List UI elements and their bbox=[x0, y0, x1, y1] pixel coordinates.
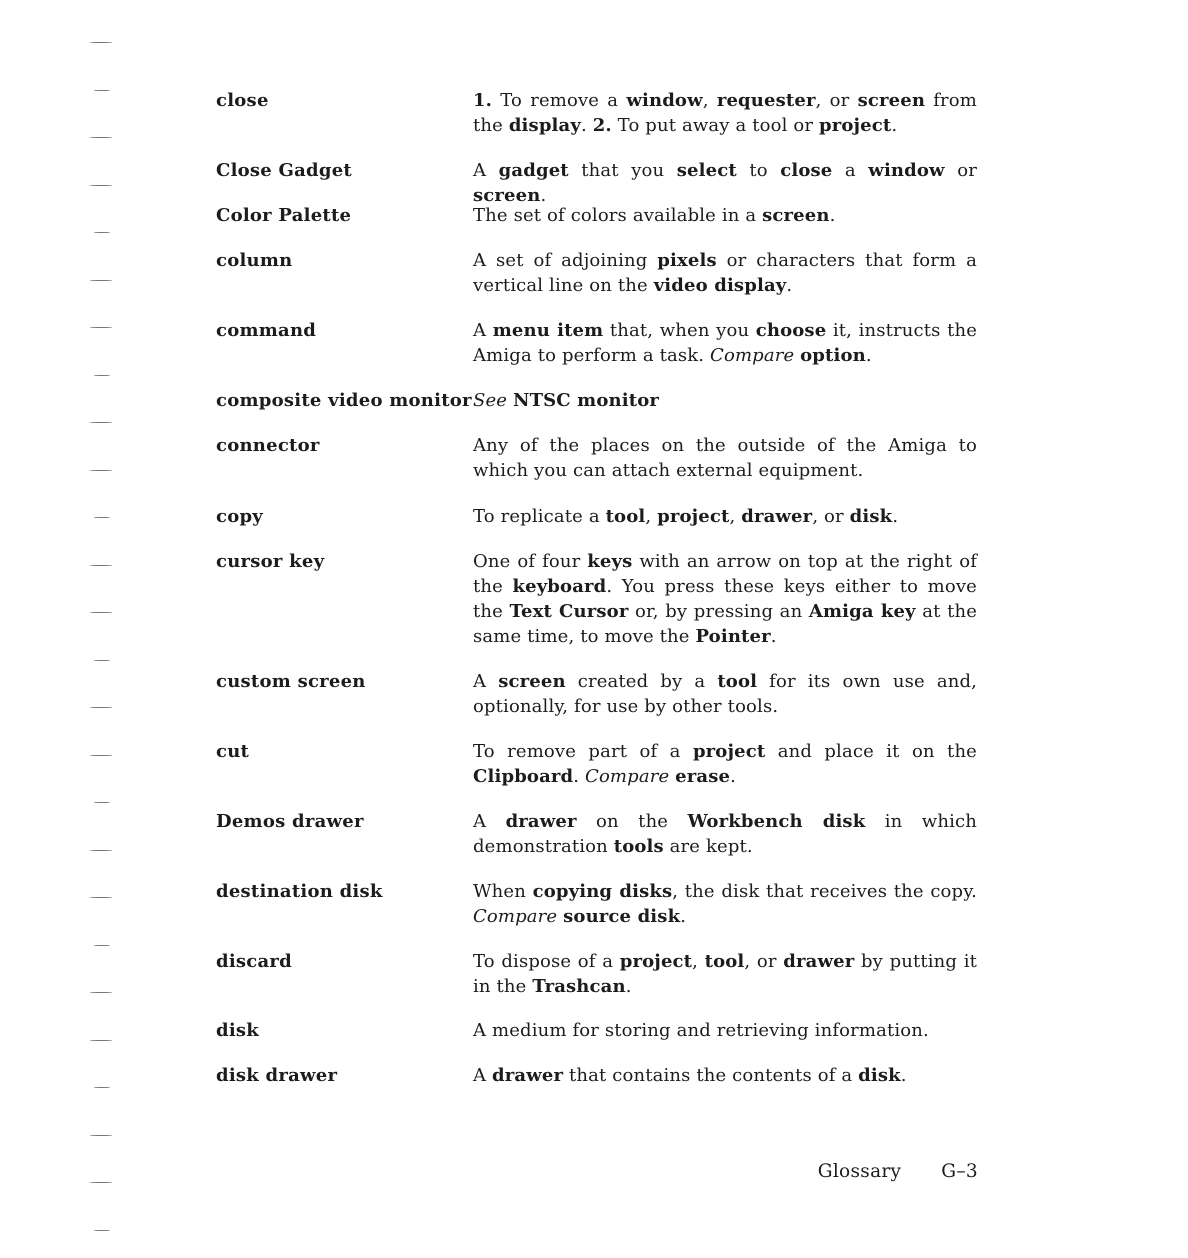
definition-text: or, by pressing an bbox=[628, 601, 809, 622]
definition-text: are kept. bbox=[663, 836, 753, 857]
glossary-term: cursor key bbox=[216, 551, 325, 572]
definition-text: . You press these keys either to move the bbox=[473, 576, 977, 622]
definition-text: a bbox=[832, 160, 869, 181]
binding-edge-mark bbox=[90, 707, 112, 708]
definition-text: or bbox=[944, 160, 977, 181]
definition-text: . bbox=[625, 976, 632, 997]
definition-text: . bbox=[829, 205, 836, 226]
binding-edge-mark bbox=[90, 612, 112, 613]
glossary-term-reference: tool bbox=[704, 951, 745, 972]
definition-text: that you bbox=[568, 160, 677, 181]
glossary-entry bbox=[216, 879, 977, 929]
glossary-definition bbox=[473, 739, 977, 789]
definition-text: created by a bbox=[565, 671, 718, 692]
glossary-definition bbox=[473, 158, 977, 208]
definition-text: . bbox=[786, 275, 793, 296]
glossary-term: Close Gadget bbox=[216, 160, 352, 181]
binding-edge-mark bbox=[94, 517, 110, 518]
glossary-term-reference: window bbox=[868, 160, 945, 181]
binding-edge-mark bbox=[94, 1087, 110, 1088]
binding-edge-mark bbox=[90, 185, 112, 186]
binding-edge-mark bbox=[90, 42, 112, 43]
definition-text: by putting it in the bbox=[473, 951, 978, 997]
glossary-definition bbox=[473, 248, 977, 298]
glossary-definition bbox=[473, 809, 977, 859]
glossary-entry bbox=[216, 549, 977, 649]
glossary-term-reference: drawer bbox=[492, 1065, 564, 1086]
glossary-definition bbox=[473, 549, 977, 649]
page-footer bbox=[818, 1161, 978, 1182]
binding-edge-mark bbox=[94, 1230, 110, 1231]
glossary-term-reference: project bbox=[657, 506, 730, 527]
glossary-term-reference: tools bbox=[613, 836, 664, 857]
binding-edge-mark bbox=[94, 375, 110, 376]
glossary-term-reference: disk bbox=[849, 506, 893, 527]
glossary-term-reference: NTSC monitor bbox=[512, 390, 659, 411]
glossary-term-reference: source disk bbox=[563, 906, 681, 927]
glossary-term-reference: Amiga key bbox=[808, 601, 916, 622]
binding-edge-mark bbox=[90, 850, 112, 851]
glossary-term-reference: drawer bbox=[783, 951, 855, 972]
glossary-term-reference: menu item bbox=[492, 320, 604, 341]
glossary-entry bbox=[216, 388, 977, 413]
glossary-entry bbox=[216, 1063, 977, 1088]
definition-text: Any of the places on the outside of the Amiga to which you can attach external equipment. bbox=[473, 435, 977, 481]
binding-edge-mark bbox=[90, 1040, 112, 1041]
glossary-entry bbox=[216, 1018, 977, 1043]
definition-text: on the bbox=[576, 811, 688, 832]
glossary-term-reference: keyboard bbox=[512, 576, 607, 597]
glossary-term-reference: window bbox=[626, 90, 703, 111]
glossary-definition bbox=[473, 1063, 977, 1088]
glossary-term-reference: copying disks bbox=[532, 881, 673, 902]
definition-text: . bbox=[580, 115, 593, 136]
binding-edge-mark bbox=[90, 565, 112, 566]
binding-edge-mark bbox=[90, 1182, 112, 1183]
glossary-term-reference: project bbox=[619, 951, 693, 972]
glossary-term-reference: erase bbox=[675, 766, 731, 787]
glossary-term-reference: close bbox=[780, 160, 833, 181]
glossary-term: disk bbox=[216, 1020, 260, 1041]
definition-text: . bbox=[900, 1065, 907, 1086]
glossary-term-reference: Clipboard bbox=[473, 766, 574, 787]
definition-text: to bbox=[736, 160, 781, 181]
glossary-term: Demos drawer bbox=[216, 811, 364, 832]
emphasis-text: See bbox=[473, 390, 508, 411]
glossary-term: copy bbox=[216, 506, 264, 527]
glossary-term: discard bbox=[216, 951, 292, 972]
definition-text: A bbox=[473, 1065, 493, 1086]
definition-text: A medium for storing and retrieving information. bbox=[473, 1020, 929, 1041]
definition-text: . bbox=[865, 345, 872, 366]
glossary-definition bbox=[473, 879, 977, 929]
definition-text: . bbox=[770, 626, 777, 647]
glossary-entry bbox=[216, 504, 977, 529]
definition-text: from the bbox=[473, 90, 978, 136]
definition-text: that contains the contents of a bbox=[563, 1065, 859, 1086]
binding-edge-mark bbox=[94, 90, 110, 91]
glossary-term: connector bbox=[216, 435, 320, 456]
glossary-term-reference: option bbox=[800, 345, 866, 366]
emphasis-text: Compare bbox=[473, 906, 558, 927]
glossary-term-reference: display bbox=[508, 115, 581, 136]
definition-text: To replicate a bbox=[473, 506, 606, 527]
glossary-entry bbox=[216, 158, 977, 208]
glossary-entry bbox=[216, 949, 977, 999]
glossary-term-reference: requester bbox=[716, 90, 816, 111]
glossary-term-reference: video display bbox=[653, 275, 787, 296]
glossary-term: custom screen bbox=[216, 671, 366, 692]
glossary-term-reference: 1. bbox=[473, 90, 493, 111]
glossary-definition bbox=[473, 949, 977, 999]
definition-text: , bbox=[692, 951, 705, 972]
glossary-term-reference: Pointer bbox=[695, 626, 771, 647]
definition-text: that, when you bbox=[603, 320, 756, 341]
binding-edge-mark bbox=[90, 137, 112, 138]
definition-text: . bbox=[730, 766, 736, 787]
page-number: G–3 bbox=[941, 1161, 978, 1182]
definition-text: A set of adjoining bbox=[473, 250, 658, 271]
glossary-definition bbox=[473, 433, 977, 483]
glossary-term-reference: screen bbox=[473, 185, 541, 206]
glossary-term-reference: Text Cursor bbox=[509, 601, 629, 622]
glossary-entry bbox=[216, 809, 977, 859]
binding-edge-mark bbox=[94, 232, 110, 233]
glossary-term-reference: pixels bbox=[657, 250, 717, 271]
definition-text: . bbox=[892, 506, 899, 527]
footer-section-title: Glossary bbox=[817, 1161, 902, 1182]
definition-text: To dispose of a bbox=[473, 951, 620, 972]
glossary-term-reference: Trashcan bbox=[532, 976, 626, 997]
glossary-entry bbox=[216, 433, 977, 483]
glossary-term-reference: keys bbox=[587, 551, 633, 572]
definition-text: To remove part of a bbox=[473, 741, 693, 762]
glossary-term-reference: screen bbox=[762, 205, 830, 226]
definition-text: One of four bbox=[473, 551, 588, 572]
binding-edge-mark bbox=[90, 1135, 112, 1136]
binding-edge-mark bbox=[90, 992, 112, 993]
glossary-definition bbox=[473, 88, 977, 138]
glossary-entry bbox=[216, 203, 977, 228]
binding-edge-mark bbox=[90, 422, 112, 423]
definition-text: When bbox=[473, 881, 533, 902]
binding-edge-mark bbox=[94, 660, 110, 661]
glossary-entry bbox=[216, 318, 977, 368]
definition-text: for its own use and, optionally, for use by other tools. bbox=[473, 671, 978, 717]
glossary-definition bbox=[473, 504, 977, 529]
definition-text: , or bbox=[815, 90, 858, 111]
definition-text: A bbox=[473, 671, 499, 692]
glossary-term: column bbox=[216, 250, 293, 271]
definition-text: . bbox=[573, 766, 586, 787]
definition-text: A bbox=[473, 320, 493, 341]
definition-text: in which demonstration bbox=[473, 811, 977, 857]
glossary-definition bbox=[473, 669, 977, 719]
binding-edge-mark bbox=[90, 897, 112, 898]
glossary-term: destination disk bbox=[216, 881, 383, 902]
binding-edge-mark bbox=[90, 470, 112, 471]
glossary-term: cut bbox=[216, 741, 250, 762]
definition-text: . bbox=[680, 906, 687, 927]
binding-edge-mark bbox=[90, 327, 112, 328]
definition-text: , or bbox=[744, 951, 784, 972]
definition-text: To remove a bbox=[492, 90, 627, 111]
glossary-definition bbox=[473, 388, 977, 413]
definition-text: , bbox=[645, 506, 658, 527]
glossary-term-reference: choose bbox=[755, 320, 827, 341]
definition-text: it, instructs the Amiga to perform a task. bbox=[473, 320, 977, 366]
binding-edge bbox=[86, 0, 116, 1258]
definition-text: . bbox=[540, 185, 547, 206]
emphasis-text: Compare bbox=[585, 766, 670, 787]
binding-edge-mark bbox=[90, 280, 112, 281]
glossary-term: close bbox=[216, 90, 269, 111]
glossary-term-reference: tool bbox=[717, 671, 758, 692]
glossary-term-reference: Workbench disk bbox=[687, 811, 866, 832]
glossary-term-reference: drawer bbox=[741, 506, 813, 527]
binding-edge-mark bbox=[94, 945, 110, 946]
definition-text: A bbox=[473, 811, 506, 832]
glossary-definition bbox=[473, 203, 977, 228]
definition-text: , or bbox=[812, 506, 850, 527]
glossary-definition bbox=[473, 1018, 977, 1043]
definition-text: or characters that form a vertical line on the bbox=[473, 250, 977, 296]
glossary-term: disk drawer bbox=[216, 1065, 338, 1086]
glossary-term-reference: screen bbox=[857, 90, 926, 111]
glossary-entry bbox=[216, 248, 977, 298]
binding-edge-mark bbox=[94, 802, 110, 803]
binding-edge-mark bbox=[90, 755, 112, 756]
glossary-definition bbox=[473, 318, 977, 368]
emphasis-text: Compare bbox=[710, 345, 795, 366]
glossary-term: command bbox=[216, 320, 317, 341]
definition-text: and place it on the bbox=[765, 741, 977, 762]
glossary-term-reference: 2. bbox=[592, 115, 612, 136]
definition-text: , bbox=[702, 90, 717, 111]
glossary-term-reference: project bbox=[692, 741, 766, 762]
glossary-term-reference: select bbox=[676, 160, 737, 181]
definition-text: To put away a tool or bbox=[611, 115, 819, 136]
glossary-term-reference: disk bbox=[858, 1065, 901, 1086]
glossary-entry bbox=[216, 88, 977, 138]
glossary-term: composite video monitor bbox=[216, 390, 472, 411]
definition-text: with an arrow on top at the right of the bbox=[473, 551, 978, 597]
glossary-term-reference: drawer bbox=[505, 811, 577, 832]
definition-text: , the disk that receives the copy. bbox=[672, 881, 978, 902]
definition-text: . bbox=[891, 115, 898, 136]
glossary-entry bbox=[216, 669, 977, 719]
glossary-term-reference: screen bbox=[498, 671, 566, 692]
definition-text: A bbox=[473, 160, 499, 181]
glossary-term-reference: tool bbox=[605, 506, 646, 527]
definition-text: , bbox=[729, 506, 742, 527]
glossary-term-reference: project bbox=[818, 115, 892, 136]
glossary-term: Color Palette bbox=[216, 205, 352, 226]
definition-text: at the same time, to move the bbox=[473, 601, 977, 647]
glossary-entry bbox=[216, 739, 977, 789]
glossary-term-reference: gadget bbox=[498, 160, 569, 181]
definition-text: The set of colors available in a bbox=[473, 205, 763, 226]
